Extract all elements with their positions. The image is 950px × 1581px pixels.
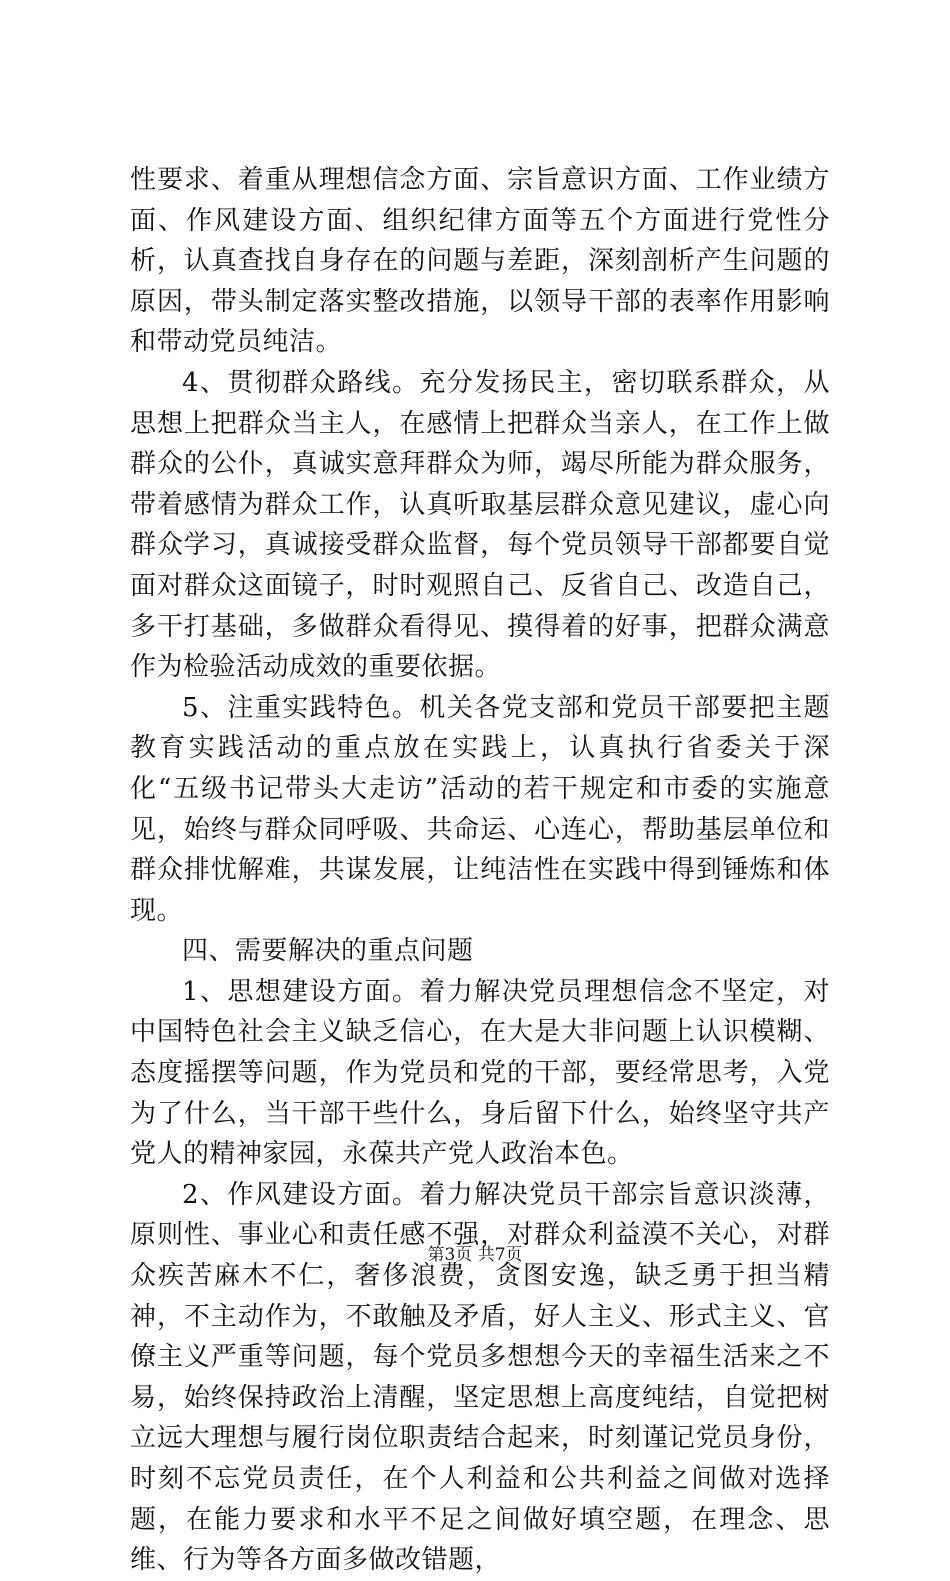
- paragraph-item-4: 4、贯彻群众路线。充分发扬民主，密切联系群众，从思想上把群众当主人，在感情上把群众当亲人，在工作上做群众的公仆，真诚实意拜群众为师，竭尽所能为群众服务，带着感情为群众工作，认真听取基层群众意见建议，虚心向群众学习，真诚接受群众监督，每个党员领导干部都要自觉面对群众这面镜子，时时观照自己、反省自己、改造自己，多干打基础，多做群众看得见、摸得着的好事，把群众满意作为检验活动成效的重要依据。: [130, 367, 830, 683]
- page-number-label: 第3页 共7页: [427, 1245, 523, 1265]
- paragraph-continuation: 性要求、着重从理想信念方面、宗旨意识方面、工作业绩方面、作风建设方面、组织纪律方面等五个方面进行党性分析，认真查找自身存在的问题与差距，深刻剖析产生问题的原因，带头制定落实整改措施，以领导干部的表率作用影响和带动党员纯洁。: [130, 165, 830, 358]
- paragraph-problem-2: 2、作风建设方面。着力解决党员干部宗旨意识淡薄，原则性、事业心和责任感不强，对群众利益漠不关心，对群众疾苦麻木不仁，奢侈浪费，贪图安逸，缺乏勇于担当精神，不主动作为，不敢触及矛盾，好人主义、形式主义、官僚主义严重等问题，每个党员多想想今天的幸福生活来之不易，始终保持政治上清醒，坚定思想上高度纯结，自觉把树立远大理想与履行岗位职责结合起来，时刻谨记党员身份，时刻不忘党员责任，在个人利益和公共利益之间做对选择题，在能力要求和水平不足之间做好填空题，在理念、思维、行为等各方面多做改错题，: [130, 1179, 830, 1576]
- section-heading-4: 四、需要解决的重点问题: [182, 936, 474, 967]
- document-body: [130, 160, 830, 1581]
- paragraph-item-5: 5、注重实践特色。机关各党支部和党员干部要把主题教育实践活动的重点放在实践上，认真执行省委关于深化“五级书记带头大走访”活动的若干规定和市委的实施意见，始终与群众同呼吸、共命运、心连心，帮助基层单位和群众排忧解难，共谋发展，让纯洁性在实践中得到锤炼和体现。: [130, 692, 830, 926]
- page-footer: [0, 1243, 950, 1267]
- paragraph-problem-1: 1、思想建设方面。着力解决党员理想信念不坚定，对中国特色社会主义缺乏信心，在大是大非问题上认识模糊、态度摇摆等问题，作为党员和党的干部，要经常思考，入党为了什么，当干部干些什么，身后留下什么，始终坚守共产党人的精神家园，永葆共产党人政治本色。: [130, 976, 830, 1170]
